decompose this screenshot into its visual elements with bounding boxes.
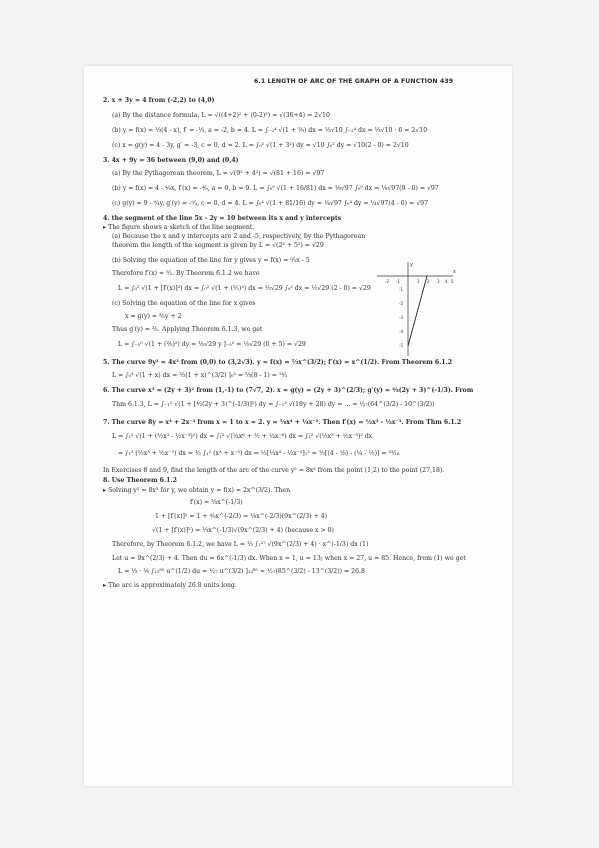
- exercise-6-title: 6. The curve x³ = (2y + 3)² from (1,-1) to (7√7, 2). x = g(y) = (2y + 3)^(2/3); g′(y) = ⁴⁄₃(2y + 3)^(-1/3). From: [103, 387, 474, 394]
- exercise-3-part-a: (a) By the Pythagorean theorem, L = √(9² + 4²) = √(81 + 16) = √97: [112, 170, 325, 177]
- x-tick-label: 2: [427, 279, 430, 284]
- exercise-3-part-c: (c) g(y) = 9 - ⁹⁄₄y, g′(y) = -⁹⁄₄, c = 0, d = 4. L = ∫₀⁴ √(1 + 81/16) dy = ¼√97 ∫₀⁴ dy = ¼√97(4 - 0) = √97: [112, 200, 429, 207]
- exercise-2-title: 2. x + 3y = 4 from (-2,2) to (4,0): [103, 97, 215, 104]
- exercise-5-integral: L = ∫₀³ √(1 + x) dx = ⅔(1 + x)^(3/2) ]₀³ = ⅔(8 - 1) = ¹⁴⁄₃: [112, 372, 288, 379]
- x-axis-label: x: [453, 269, 456, 275]
- x-tick-label: -2: [385, 279, 389, 284]
- x-tick-label: 4: [445, 279, 448, 284]
- exercise-7-title: 7. The curve 8y = x⁴ + 2x⁻² from x = 1 to x = 2. y = ⅛x⁴ + ¼x⁻². Then f′(x) = ½x³ - ½x⁻³. From Thm 6.1.2: [103, 419, 462, 426]
- x-tick-label: 5: [451, 279, 454, 284]
- page-header: 6.1 LENGTH OF ARC OF THE GRAPH OF A FUNCTION 439: [254, 78, 454, 85]
- x-tick-label: 3: [437, 279, 440, 284]
- y-tick-label: -2: [399, 301, 403, 306]
- exercise-8-root: √(1 + [f′(x)]²) = ⅓x^(-1/3)√(9x^(2/3) + 4) (because x > 0): [152, 527, 334, 534]
- y-axis-label: y: [410, 262, 413, 268]
- exercise-4-part-c: (c) Solving the equation of the line for x gives: [112, 300, 256, 307]
- exercises-8-9-intro: In Exercises 8 and 9, find the length of the arc of the curve y² = 8x³ from the point (1,2) to the point (27,18).: [103, 467, 445, 474]
- y-tick-label: -3: [399, 315, 403, 320]
- exercise-4-part-c-solve: x = g(y) = ⅖y + 2: [125, 313, 182, 320]
- exercise-8-substitution: Let u = 9x^(2/3) + 4. Then du = 6x^(-1/3) dx. When x = 1, u = 13; when x = 27, u = 85. Hence, from (1) we get: [112, 555, 466, 562]
- exercise-3-title: 3. 4x + 9y = 36 between (9,0) and (0,4): [103, 157, 239, 164]
- exercise-8-result: L = ⅓ · ⅙ ∫₁₃⁸⁵ u^(1/2) du = ¹⁄₂₇ u^(3/2) ]₁₃⁸⁵ = ¹⁄₂₇(85^(3/2) - 13^(3/2)) ≈ 26.8: [118, 568, 365, 575]
- exercise-8-derivative: f′(x) = ⅔x^(-1/3): [190, 499, 243, 506]
- line-segment-sketch: [375, 260, 459, 360]
- line-segment: [408, 276, 427, 346]
- y-tick-label: -1: [399, 287, 403, 292]
- x-tick-label: 1: [417, 279, 420, 284]
- exercise-7-integral-1: L = ∫₁² √(1 + (½x³ - ½x⁻³)²) dx = ∫₁² √(¼x⁶ + ½ + ¼x⁻⁶) dx = ∫₁² √(½x³ + ½x⁻³)² dx: [112, 433, 373, 440]
- exercise-4-part-a-2: theorem the length of the segment is given by L = √(2² + 5²) = √29: [112, 242, 324, 249]
- exercise-3-part-b: (b) y = f(x) = 4 - ⁴⁄₉x, f′(x) = -⁴⁄₉, a = 0, b = 9. L = ∫₀⁹ √(1 + 16/81) dx = ⅑√97 ∫₀⁹ dx = ⅑√97(9 - 0) = √97: [112, 185, 439, 192]
- exercise-8-title: 8. Use Theorem 6.1.2: [103, 477, 177, 484]
- exercise-6-integral: Thm 6.1.3, L = ∫₋₁² √(1 + [⁴⁄₃(2y + 3)^(-1/3)]²) dy = ∫₋₁² √(18y + 28) dy = ... = ¹⁄₂₇(64^(3/2) - 10^(3/2)): [112, 401, 435, 408]
- exercise-4-part-c-derivative: Thus g′(y) = ⅖. Applying Theorem 6.1.3, we get: [112, 326, 263, 333]
- exercise-4-sketch-note: ▸ The figure shows a sketch of the line segment.: [103, 224, 255, 231]
- exercise-8-one-plus-square: 1 + [f′(x)]² = 1 + ⁴⁄₉x^(-2/3) = ⅑x^(-2/3)(9x^(2/3) + 4): [155, 513, 328, 520]
- exercise-4-title: 4. the segment of the line 5x - 2y = 10 between its x and y intercepts: [103, 215, 342, 222]
- exercise-8-integral: Therefore, by Theorem 6.1.2, we have L = ⅓ ∫₁²⁷ √(9x^(2/3) + 4) · x^(-1/3) dx (1): [112, 541, 369, 548]
- exercise-4-part-b: (b) Solving the equation of the line for y gives y = f(x) = ⁵⁄₂x - 5: [112, 257, 310, 264]
- exercise-4-part-a-1: (a) Because the x and y intercepts are 2 and -5, respectively, by the Pythagorean: [112, 233, 366, 240]
- exercise-8-solve: ▸ Solving y² = 8x³ for y, we obtain y = f(x) = 2x^(3/2). Then: [103, 487, 291, 494]
- exercise-4-part-b-integral: L = ∫₀² √(1 + [f′(x)]²) dx = ∫₀² √(1 + (⁵⁄₂)²) dx = ½√29 ∫₀² dx = ½√29 (2 - 0) = √29: [118, 285, 371, 292]
- exercise-4-part-c-integral: L = ∫₋₅⁰ √(1 + (⅖)²) dy = ⅕√29 y ]₋₅⁰ = ⅕√29 (0 + 5) = √29: [118, 341, 306, 348]
- exercise-7-integral-2: = ∫₁² (½x³ + ½x⁻³) dx = ½ ∫₁² (x³ + x⁻³) dx = ½[¼x⁴ - ½x⁻²]₁² = ½[(4 - ⅛) - (¼ - ½)] = ³³⁄₁₆: [118, 450, 400, 457]
- x-tick-label: -1: [396, 279, 400, 284]
- exercise-4-part-b-derivative: Therefore f′(x) = ⁵⁄₂. By Theorem 6.1.2 we have: [112, 270, 260, 277]
- exercise-8-conclusion: ▸ The arc is approximately 26.8 units long.: [103, 582, 237, 589]
- y-tick-label: -5: [399, 343, 403, 348]
- y-tick-label: -4: [399, 329, 403, 334]
- exercise-5-title: 5. The curve 9y² = 4x³ from (0,0) to (3,2√3). y = f(x) = ⅔x^(3/2); f′(x) = x^(1/2). From Theorem 6.1.2: [103, 359, 453, 366]
- exercise-2-part-b: (b) y = f(x) = ⅓(4 - x), f′ = -⅓, a = -2, b = 4. L = ∫₋₂⁴ √(1 + ⅑) dx = ⅓√10 ∫₋₂⁴ dx = ⅓√10 · 6 = 2√10: [112, 127, 428, 134]
- exercise-2-part-a: (a) By the distance formula, L = √((4+2)² + (0-2)²) = √(36+4) = 2√10: [112, 112, 330, 119]
- exercise-2-part-c: (c) x = g(y) = 4 - 3y, g′ = -3, c = 0, d = 2. L = ∫₀² √(1 + 3²) dy = √10 ∫₀² dy = √10(2 - 0) = 2√10: [112, 142, 409, 149]
